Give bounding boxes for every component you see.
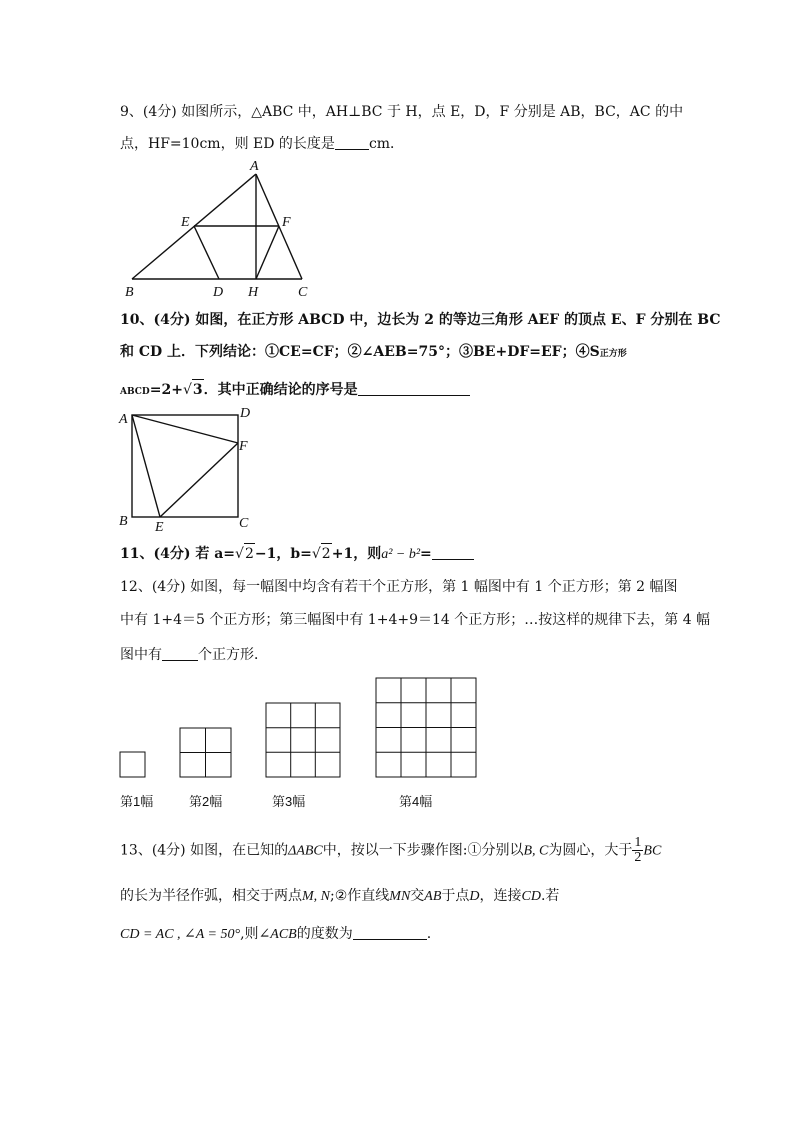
q11-expr: a² − b² <box>381 547 421 562</box>
q9-label-B: B <box>125 285 134 300</box>
q13-text-b: 中，按以一下步骤作图:①分别以 <box>322 842 524 859</box>
q12-caption-1: 第1幅 <box>120 794 154 809</box>
q10-label-A: A <box>119 412 128 427</box>
q9-line1: 9、(4分) 如图所示，△ABC 中，AH⊥BC 于 H，点 E，D，F 分别是 AB，BC，AC 的中 <box>120 104 684 120</box>
q13-text-a: 13、(4分) 如图，在已知的 <box>120 842 289 859</box>
q10-label-C: C <box>239 516 249 531</box>
q12-fig2 <box>180 728 231 777</box>
q10-label-B: B <box>119 514 128 529</box>
q10-text-b: ．其中正确结论的序号是 <box>203 382 358 398</box>
q11-prefix: 11、(4分) 若 a= <box>120 546 236 562</box>
q13-text-c: 为圆心，大于 <box>548 842 633 859</box>
q10-sub-abcd: ABCD <box>120 387 150 397</box>
q11-sqrt-b: 2 <box>321 543 332 564</box>
q12-text-b: 个正方形． <box>198 647 268 663</box>
q12-text-a: 图中有 <box>120 647 162 663</box>
q13-l3-b: ,则 <box>240 926 259 942</box>
q13-l2-b: ;②作直线 <box>330 888 390 904</box>
q9-label-C: C <box>298 285 308 300</box>
q11-b-tail: +1，则 <box>331 546 382 562</box>
q10-label-E: E <box>155 520 164 535</box>
q13-l3-a: CD = AC , ∠A = 50° <box>120 927 241 942</box>
q12-caption-2: 第2幅 <box>189 794 223 809</box>
q13-frac-bot: 2 <box>634 850 642 865</box>
q13-bc2: BC <box>643 843 662 859</box>
q10-line2-text: 和 CD 上．下列结论：①CE=CF；②∠AEB=75°；③BE+DF=EF；④S <box>120 344 600 360</box>
q9-label-F: F <box>282 215 291 230</box>
q13-bc: B, C <box>523 843 549 859</box>
q10-label-F: F <box>239 439 248 454</box>
q12-fig1 <box>120 752 145 777</box>
q13-fraction <box>632 836 643 865</box>
q13-l3-e: . <box>426 926 432 942</box>
q13-line3 <box>120 924 431 945</box>
q13-l2-c: 交 <box>410 888 425 904</box>
q10-line1: 10、(4分) 如图，在正方形 ABCD 中，边长为 2 的等边三角形 AEF 的顶点 E、F 分别在 BC <box>120 312 721 328</box>
q11-sqrt-a: 2 <box>244 543 255 564</box>
q13-l2-dd: D <box>469 889 480 904</box>
q13-l2-e: ，连接 <box>479 888 522 904</box>
q9-label-E: E <box>181 215 190 230</box>
q13-l3-d: 的度数为 <box>296 926 353 942</box>
q13-line2 <box>120 886 559 907</box>
q11-a-tail: −1，b= <box>254 546 312 562</box>
q13-l2-f: .若 <box>540 888 560 904</box>
q9-label-A: A <box>250 159 259 174</box>
q9-text-b: cm． <box>368 136 405 152</box>
q13-l2-mn2: MN <box>389 889 411 904</box>
q9-text-a: 点，HF=10cm，则 ED 的长度是 <box>120 136 335 152</box>
q12-caption-4: 第4幅 <box>399 794 433 809</box>
q13-answer-blank[interactable] <box>353 925 427 940</box>
q13-tri: ΔABC <box>288 843 323 859</box>
q9-label-H: H <box>248 285 259 300</box>
q10-text-a: =2+ <box>149 382 183 398</box>
q13-l2-ab: AB <box>424 889 442 904</box>
q13-line1 <box>120 836 661 865</box>
q10-sqrt3: 3 <box>192 379 204 400</box>
q12-line2: 中有 1+4＝5 个正方形；第三幅图中有 1+4+9＝14 个正方形；…按这样的规律下去，第 4 幅 <box>120 612 711 628</box>
q13-frac-top: 1 <box>634 835 642 850</box>
q9-label-D: D <box>213 285 224 300</box>
q12-caption-3: 第3幅 <box>272 794 306 809</box>
q12-fig3 <box>266 703 340 777</box>
q10-sub-square: 正方形 <box>599 349 627 359</box>
q13-l2-mn: M, N <box>302 889 330 904</box>
q12-line1: 12、(4分) 如图，每一幅图中均含有若干个正方形，第 1 幅图中有 1 个正方形；第 2 幅图 <box>120 579 678 595</box>
q13-l2-a: 的长为半径作弧，相交于两点 <box>120 888 302 904</box>
q13-l3-c: ∠ACB <box>258 927 297 942</box>
q10-label-D: D <box>240 406 251 421</box>
q13-l2-d: 于点 <box>441 888 470 904</box>
q11-eq: = <box>420 546 432 562</box>
q12-fig4 <box>376 678 476 777</box>
q13-l2-cd: CD <box>521 889 541 904</box>
q10-line3: ABCD=2+√3．其中正确结论的序号是 <box>120 379 470 402</box>
q11-line: 11、(4分) 若 a=√2−1，b=√2+1，则a² − b²= <box>120 543 474 565</box>
